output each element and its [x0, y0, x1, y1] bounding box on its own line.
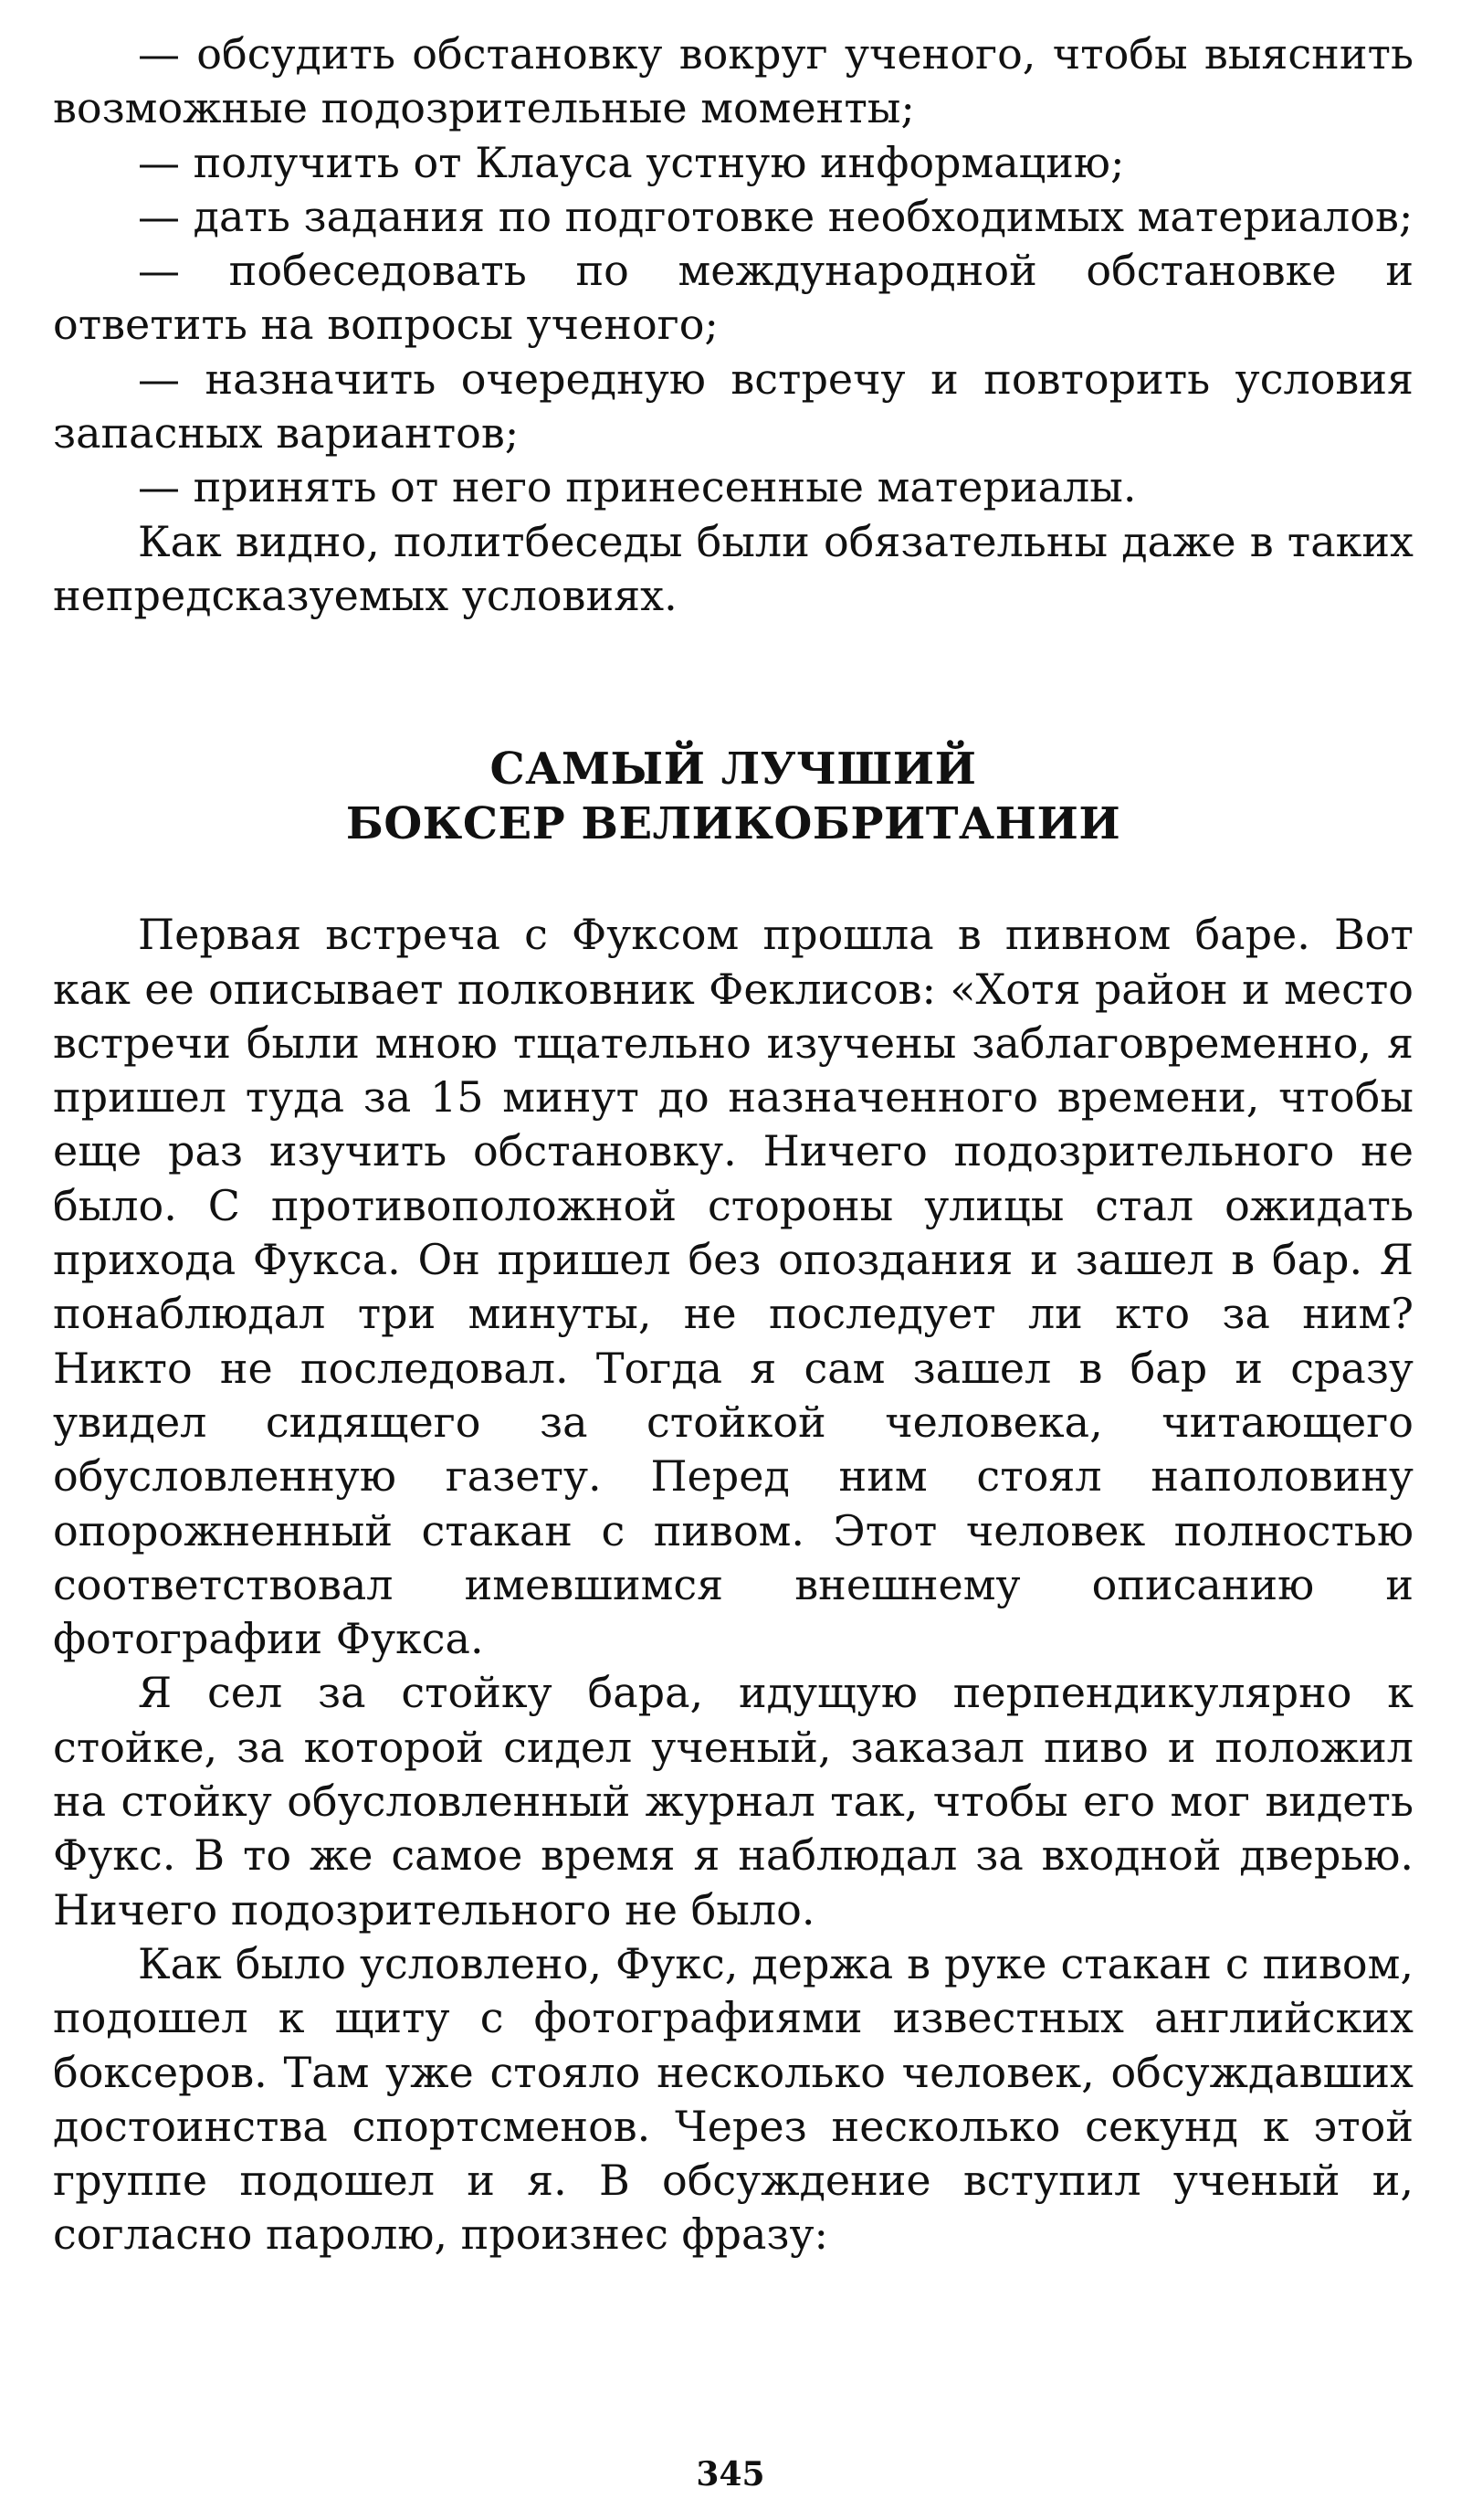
body-paragraph: Я сел за стойку бара, идущую перпендикулярно к стойке, за которой сидел ученый, заказал пиво и положил на стойку обусловленный журнал так, чтобы его мог видеть Фукс. В то же самое время я наблюдал за входной дверью. Ничего подозрительного не было. [53, 1668, 1414, 1935]
section-heading-line: САМЫЙ ЛУЧШИЙ [489, 743, 977, 796]
list-item: — назначить очередную встречу и повторить условия запасных вариантов; [53, 353, 1414, 459]
page-number: 345 [696, 2455, 765, 2494]
section-heading-line: БОКСЕР ВЕЛИКОБРИТАНИИ [345, 798, 1121, 850]
list-item: — получить от Клауса устную информацию; [138, 137, 1125, 187]
task-list [53, 27, 1414, 515]
list-item: — дать задания по подготовке необходимых материалов; [138, 191, 1414, 241]
list-item: — принять от него принесенные материалы. [138, 462, 1137, 512]
list-item: — обсудить обстановку вокруг ученого, чтобы выяснить возможные подозрительные моменты; [53, 29, 1414, 133]
book-page [53, 27, 1414, 2262]
closing-paragraph: Как видно, политбеседы были обязательны даже в таких непредсказуемых условиях. [53, 516, 1414, 620]
section-heading [53, 742, 1414, 851]
list-item: — побеседовать по международной обстановке и ответить на вопросы ученого; [53, 246, 1414, 350]
body-paragraph: Как было условлено, Фукс, держа в руке стакан с пивом, подошел к щиту с фотографиями известных английских боксеров. Там уже стояло несколько человек, обсуждавших достоинства спортсменов. Через несколько секунд к этой группе подошел и я. В обсуждение вступил ученый и, согласно паролю, произнес фразу: [53, 1938, 1414, 2260]
body-paragraph: Первая встреча с Фуксом прошла в пивном баре. Вот как ее описывает полковник Феклисов: «Хотя район и место встречи были мною тщательно изучены заблаговременно, я пришел туда за 15 минут до назначенного времени, чтобы еще раз изучить обстановку. Ничего подозрительного не было. С противоположной стороны улицы стал ожидать прихода Фукса. Он пришел без опоздания и зашел в бар. Я понаблюдал три минуты, не последует ли кто за ним? Никто не последовал. Тогда я сам зашел в бар и сразу увидел сидящего за стойкой человека, читающего обусловленную газету. Перед ним стоял наполовину опорожненный стакан с пивом. Этот человек полностью соответствовал имевшимся внешнему описанию и фотографии Фукса. [53, 910, 1414, 1664]
